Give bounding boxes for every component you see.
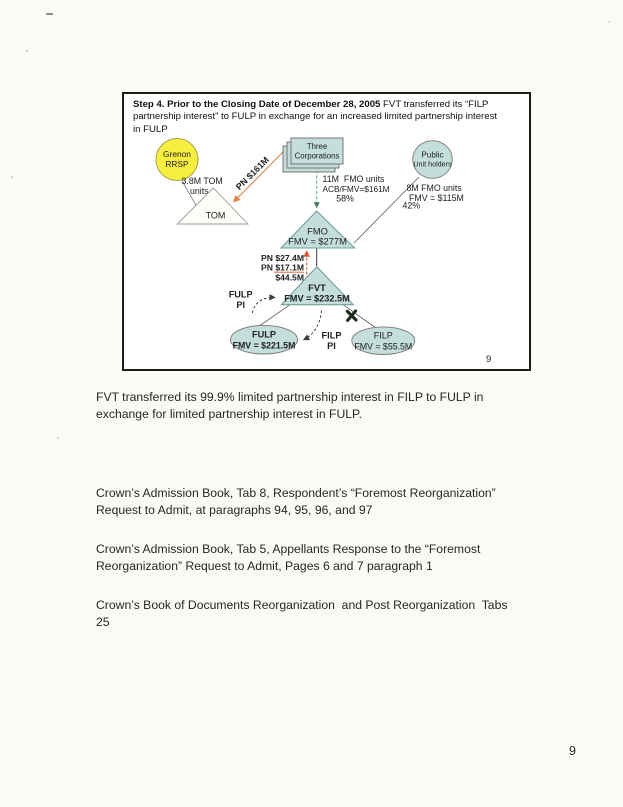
pn-161m-arrow (234, 151, 284, 202)
public-label2: Unit holders (413, 159, 452, 169)
filp-pi-arrow (304, 311, 341, 352)
paragraph-line: 25 (96, 615, 110, 629)
figure-title-rest: FVT transferred its “FILP (380, 99, 489, 110)
grenon-label2: RRSP (165, 159, 189, 169)
paragraph-line: Crown’s Admission Book, Tab 5, Appellants Response to the “Foremost (96, 542, 481, 556)
tom-units-label2: units (190, 186, 209, 196)
fulp-label: FULP (252, 329, 276, 340)
pn-17-label: PN $17.1M (261, 262, 304, 273)
grenon-label: Grenon (163, 149, 191, 159)
three-corporations-node (283, 138, 343, 172)
tom-label: TOM (205, 210, 226, 221)
figure-title (133, 99, 528, 136)
public-units-line3: 42% (402, 200, 421, 211)
paragraph-citation-tab8 (96, 485, 496, 519)
slide-number: 9 (486, 354, 492, 365)
figure-title-bold: Step 4. Prior to the Closing Date of December 28, 2005 (133, 99, 381, 110)
fmo-fmv: FMV = $277M (288, 236, 347, 247)
fmo-units-label-block (323, 174, 390, 204)
public-label: Public (421, 150, 444, 160)
fmo-units-line1: 11M FMO units (322, 174, 385, 184)
pn-161m-label: PN $161M (233, 154, 271, 192)
paragraph-citation-book-of-documents (96, 597, 507, 631)
filp-label: FILP (373, 330, 393, 341)
scan-speck (11, 176, 13, 178)
paragraph-line: Crown’s Book of Documents Reorganization and Post Reorganization Tabs (96, 598, 508, 612)
paragraph-line: Reorganization” Request to Admit, Pages 6 and 7 paragraph 1 (96, 559, 433, 573)
paragraph-citation-tab5 (96, 541, 480, 575)
fulp-pi-arrow (229, 290, 275, 314)
paragraph-fvt-transfer (96, 389, 483, 423)
three-corps-label: Three (306, 142, 328, 151)
paragraph-line: Request to Admit, at paragraphs 94, 95, 96, and 97 (96, 503, 373, 517)
x-mark-icon (347, 311, 356, 320)
figure-title-line3: in FULP (133, 123, 168, 135)
scan-speck (608, 21, 610, 23)
fulp-fmv: FMV = $221.5M (232, 340, 296, 351)
fulp-node (231, 325, 298, 354)
tom-units-label: 3.8M TOM (181, 176, 223, 186)
public-units-line2: FMV = $115M (409, 193, 464, 203)
tom-node (177, 188, 248, 224)
page-number: 9 (569, 744, 576, 758)
public-unitholders-node (413, 141, 453, 179)
grenon-rrsp-node (156, 139, 198, 181)
fvt-fmv: FMV = $232.5M (284, 293, 350, 304)
paragraph-line: exchange for limited partnership interest in FULP. (96, 407, 363, 421)
paragraph-line: Crown’s Admission Book, Tab 8, Respondent’s “Foremost Reorganization” (96, 486, 496, 500)
public-units-line1: 8M FMO units (406, 183, 462, 193)
paragraph-line: FVT transferred its 99.9% limited partnership interest in FILP to FULP in (96, 390, 484, 404)
filp-pi-label2: PI (327, 341, 336, 351)
edge-fvt-fulp (260, 305, 290, 326)
fmo-units-line2: ACB/FMV=$161M (322, 184, 390, 194)
edge-fvt-filp (343, 305, 375, 327)
pn-sum-label: $44.5M (275, 272, 304, 283)
fvt-label: FVT (308, 282, 326, 293)
filp-pi-label: FILP (321, 330, 342, 341)
fmo-units-line3: 58% (336, 193, 354, 204)
fulp-pi-label: FULP (228, 289, 253, 300)
figure-box (122, 92, 531, 371)
figure-title-line2: partnership interest” to FULP in exchange for an increased limited partnership interest (133, 111, 498, 123)
pn-27-label: PN $27.4M (261, 253, 304, 263)
public-units-label-block (403, 183, 464, 211)
fmo-node (281, 211, 355, 248)
fmo-label: FMO (307, 226, 328, 237)
filp-node (352, 327, 415, 355)
three-corps-label2: Corporations (294, 151, 340, 161)
scan-speck (57, 437, 59, 439)
fulp-pi-label2: PI (236, 300, 246, 310)
scan-speck (46, 13, 53, 15)
pn-sum-arrow (261, 252, 307, 283)
scan-speck (26, 50, 28, 52)
filp-fmv: FMV = $55.5M (354, 341, 413, 352)
